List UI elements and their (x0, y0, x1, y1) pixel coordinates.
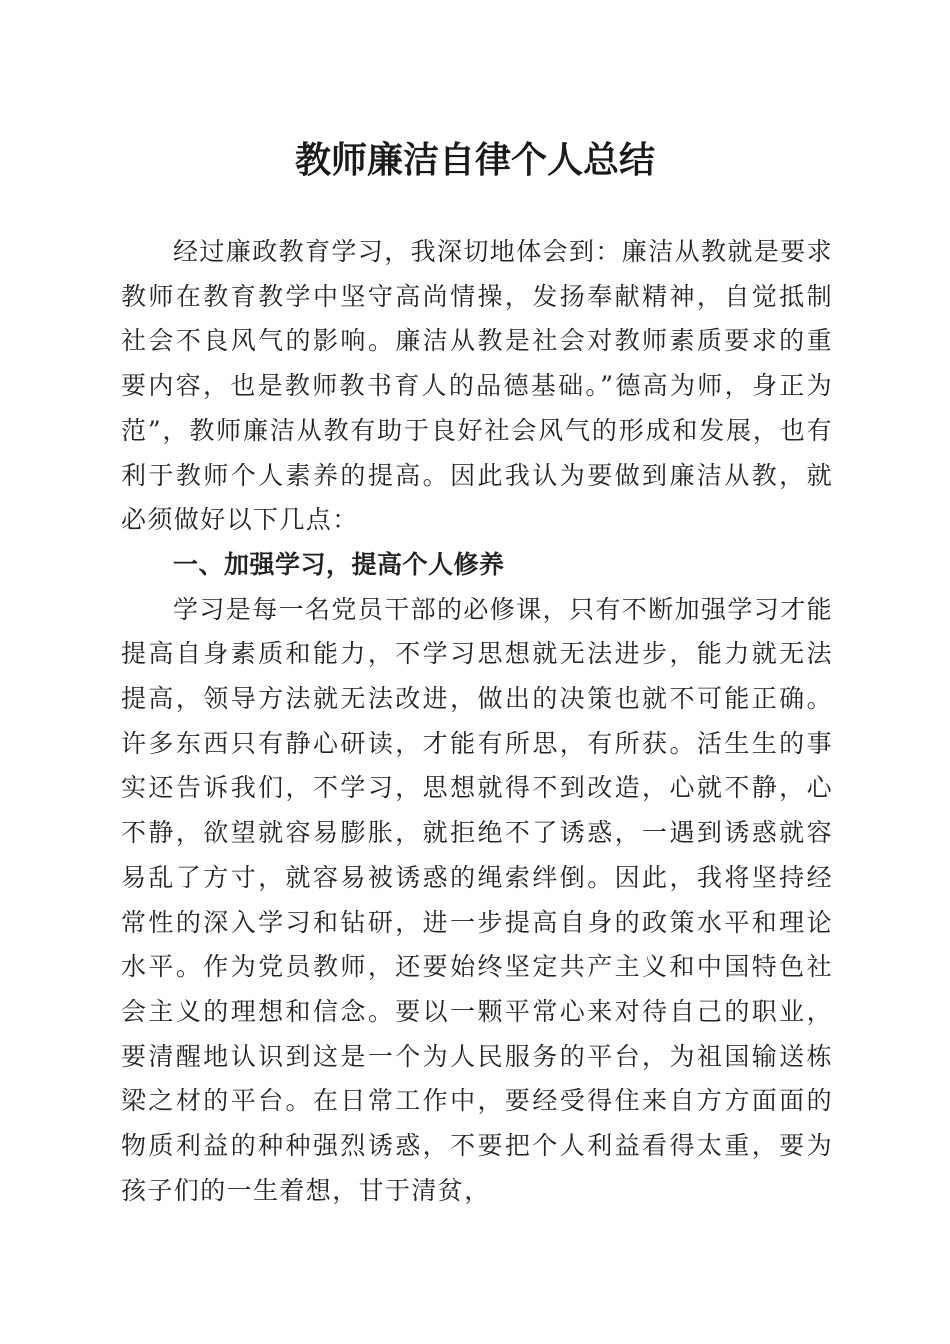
document-body (121, 230, 833, 1213)
document-title: 教师廉洁自律个人总结 (294, 139, 655, 181)
intro-paragraph: 经过廉政教育学习，我深切地体会到：廉洁从教就是要求教师在教育教学中坚守高尚情操，发扬奉献精神，自觉抵制社会不良风气的影响。廉洁从教是社会对教师素质要求的重要内容，也是教师教书育人的品德基础。”德高为师，身正为范”，教师廉洁从教有助于良好社会风气的形成和发展，也有利于教师个人素养的提高。因此我认为要做到廉洁从教，就必须做好以下几点： (121, 237, 834, 535)
section-heading-1: 一、加强学习，提高个人修养 (173, 549, 505, 579)
section-1-paragraph: 学习是每一名党员干部的必修课，只有不断加强学习才能提高自身素质和能力，不学习思想就无法进步，能力就无法提高，领导方法就无法改进，做出的决策也就不可能正确。许多东西只有静心研读，才能有所思，有所获。活生生的事实还告诉我们，不学习，思想就得不到改造，心就不静，心不静，欲望就容易膨胀，就拒绝不了诱惑，一遇到诱惑就容易乱了方寸，就容易被诱惑的绳索绊倒。因此，我将坚持经常性的深入学习和钻研，进一步提高自身的政策水平和理论水平。作为党员教师，还要始终坚定共产主义和中国特色社会主义的理想和信念。要以一颗平常心来对待自己的职业，要清醒地认识到这是一个为人民服务的平台，为祖国输送栋梁之材的平台。在日常工作中，要经受得住来自方方面面的物质利益的种种强烈诱惑，不要把个人利益看得太重，要为孩子们的一生着想，甘于清贫， (121, 594, 834, 1205)
